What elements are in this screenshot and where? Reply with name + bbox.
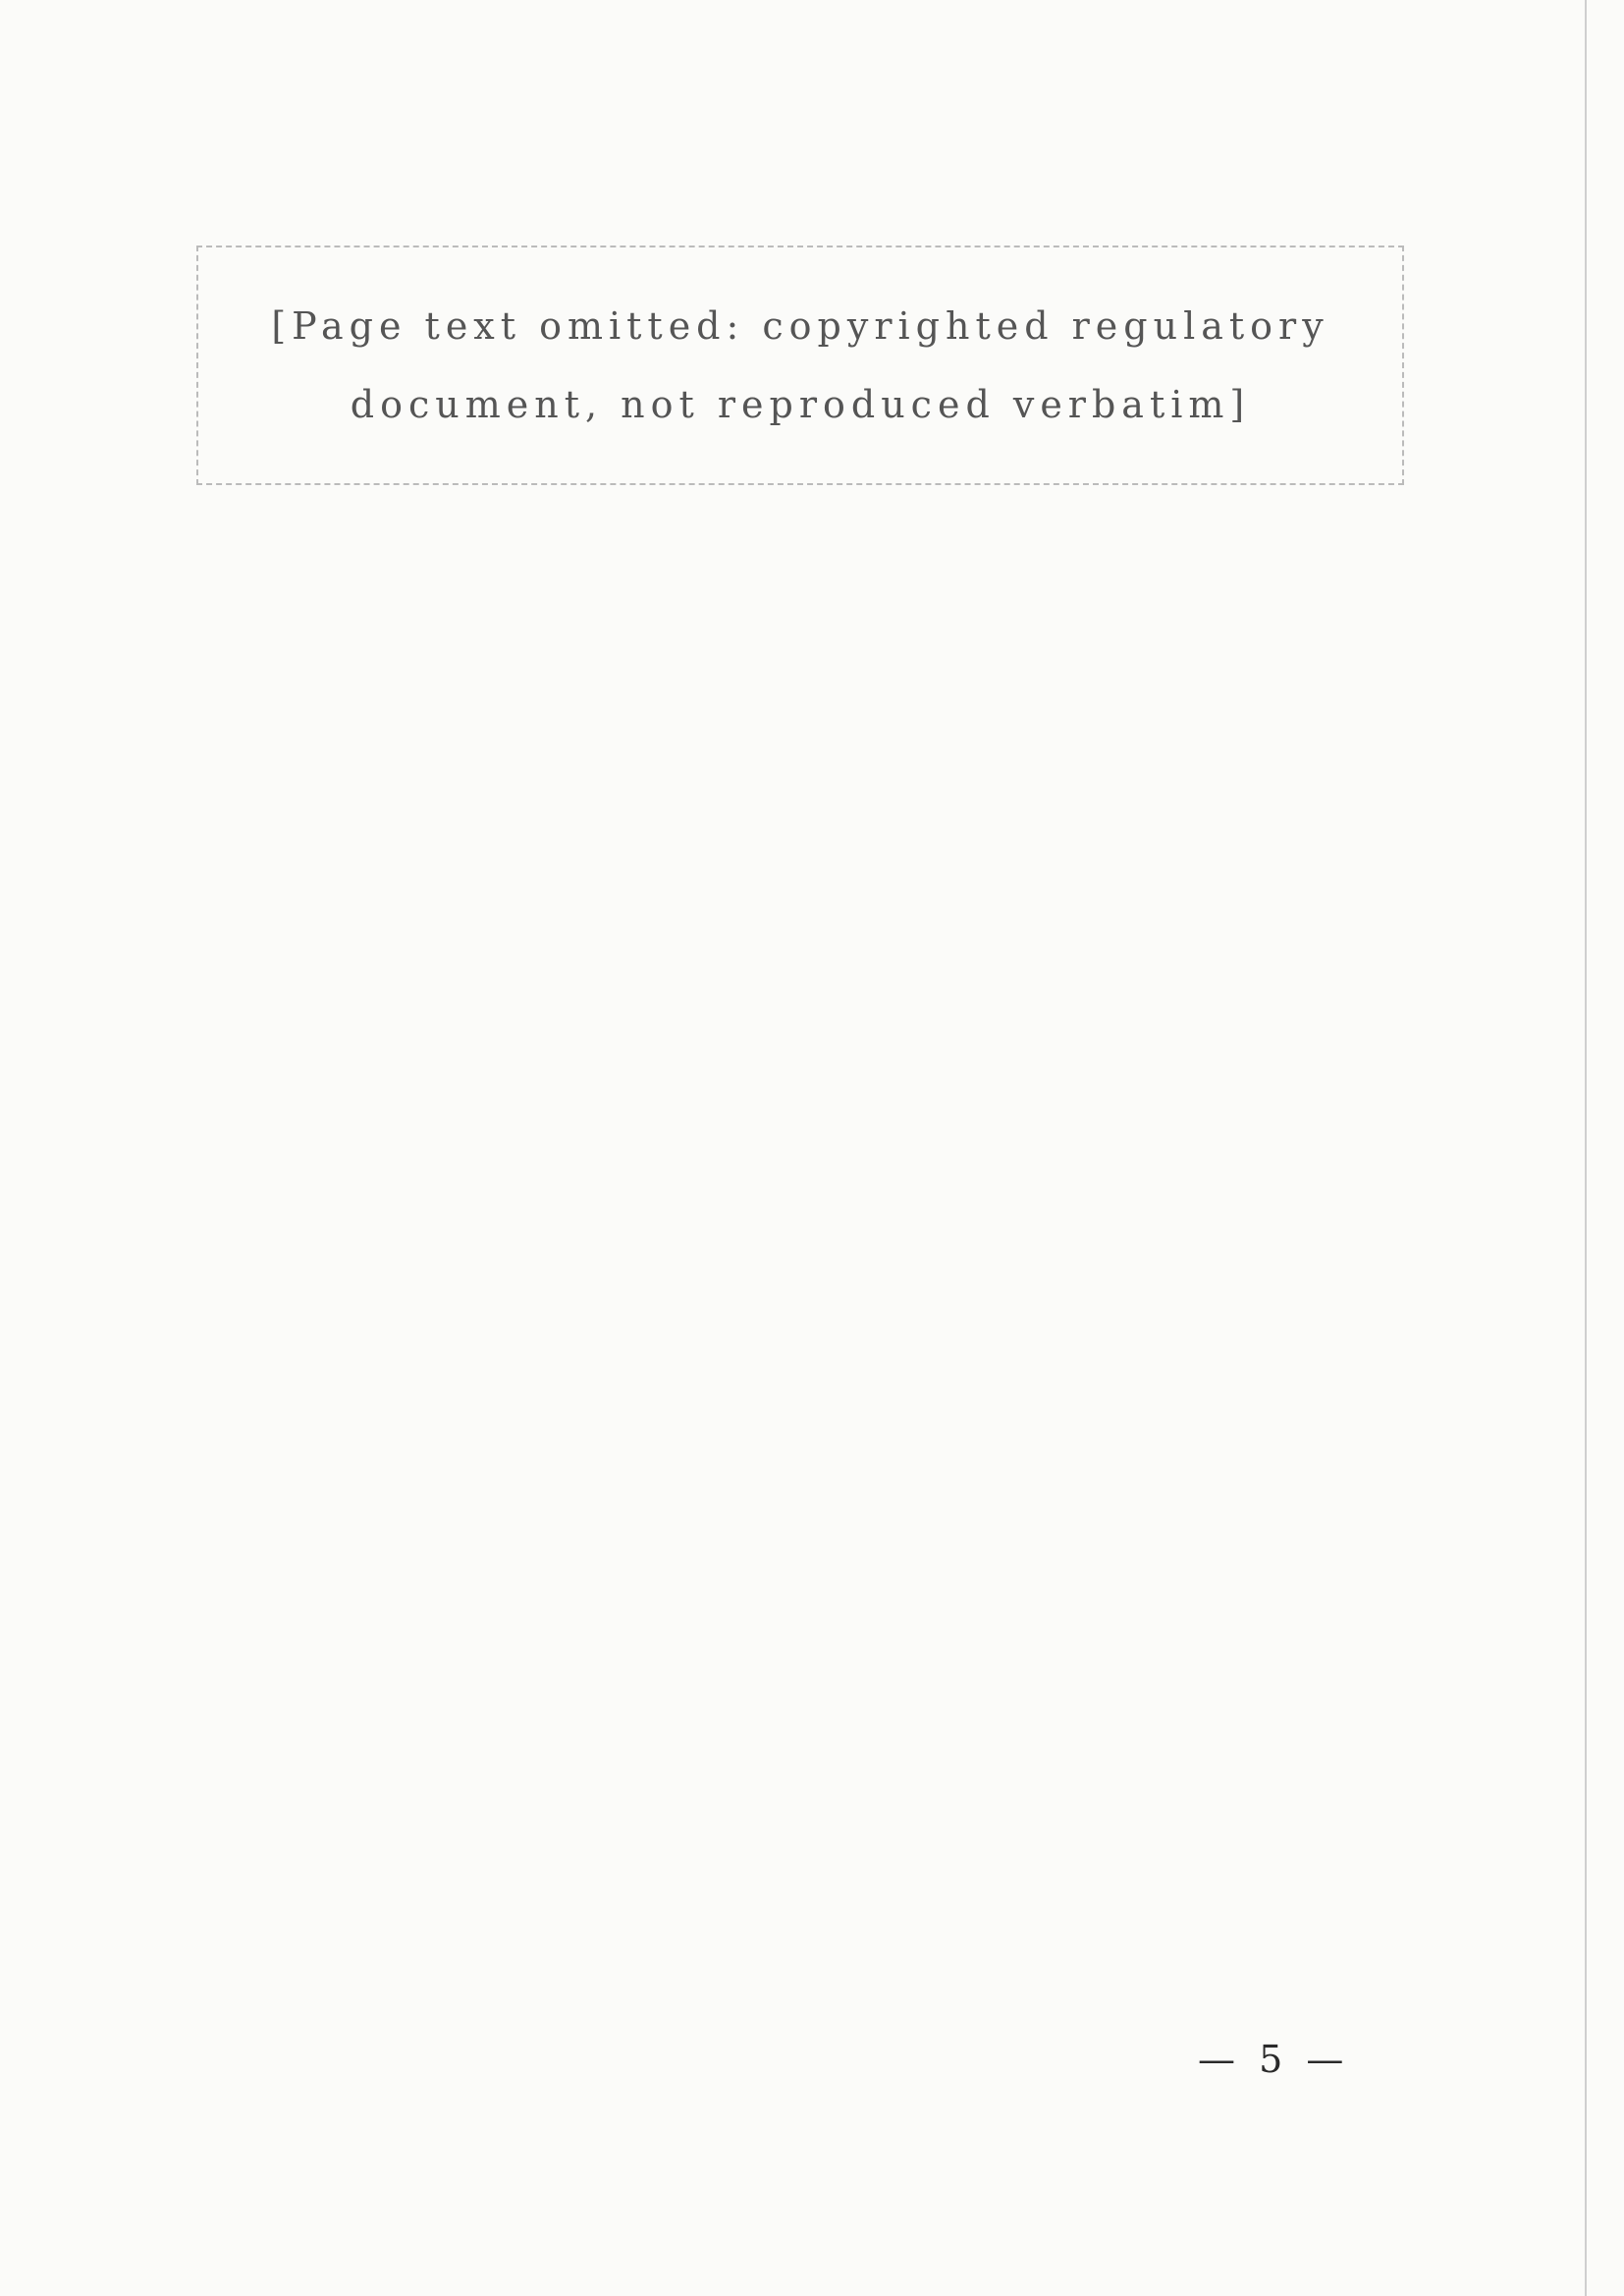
page-number: — 5 — xyxy=(1198,2038,1350,2081)
content-placeholder: [Page text omitted: copyrighted regulatory document, not reproduced verbatim] xyxy=(196,246,1404,485)
page-edge-line xyxy=(1585,0,1587,2296)
body-text xyxy=(196,246,1404,485)
